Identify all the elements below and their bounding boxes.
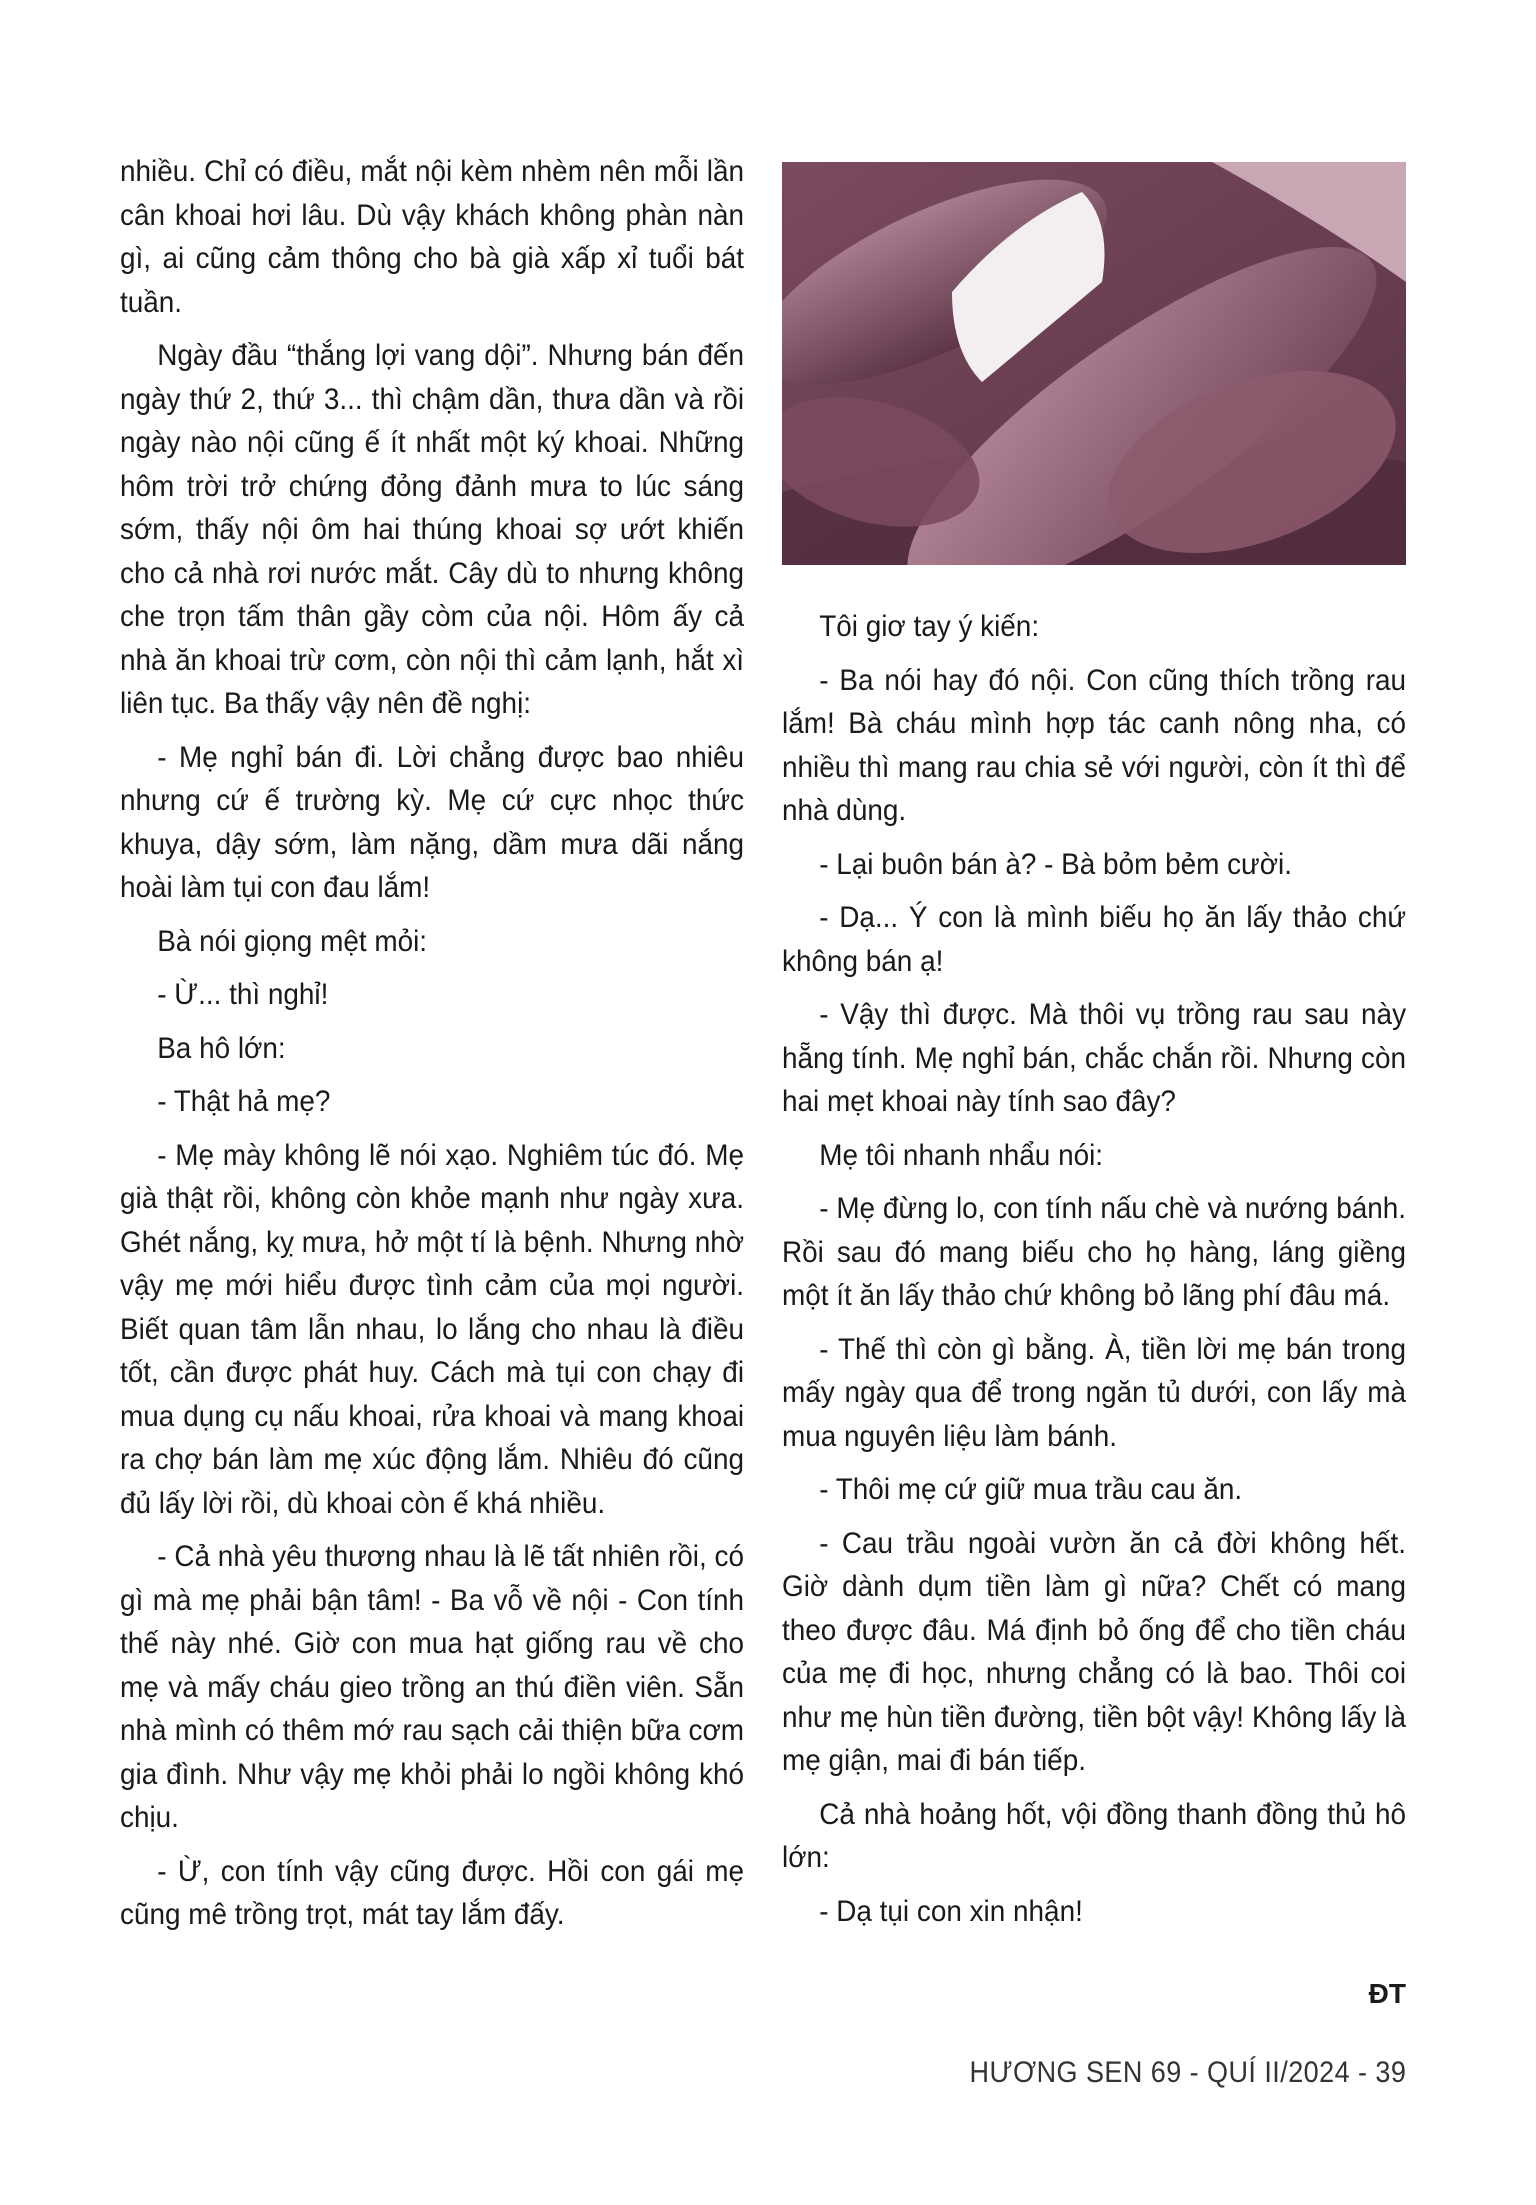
paragraph: - Thế thì còn gì bằng. À, tiền lời mẹ bán trong mấy ngày qua để trong ngăn tủ dưới, con lấy mà mua nguyên liệu làm bánh. (782, 1332, 1407, 1453)
paragraph: - Dạ tụi con xin nhận! (819, 1894, 1083, 1928)
paragraph: - Thật hả mẹ? (157, 1085, 331, 1118)
author-signature: ĐT (1368, 1978, 1406, 2009)
sweet-potato-photo (782, 162, 1406, 565)
paragraph: - Ừ... thì nghỉ! (157, 978, 329, 1011)
paragraph: Cả nhà hoảng hốt, vội đồng thanh đồng thủ hô lớn: (782, 1797, 1407, 1874)
paragraph: - Cau trầu ngoài vườn ăn cả đời không hết. Giờ dành dụm tiền làm gì nữa? Chết có mang theo được đâu. Má định bỏ ống để cho tiền cháu của mẹ đi học, nhưng chẳng có là bao. Thôi coi như mẹ hùn tiền đường, tiền bột vậy! Không lấy là mẹ giận, mai đi bán tiếp. (782, 1526, 1407, 1777)
paragraph: - Ba nói hay đó nội. Con cũng thích trồng rau lắm! Bà cháu mình hợp tác canh nông nha, có nhiều thì mang rau chia sẻ với người, còn ít thì để nhà dùng. (782, 663, 1407, 827)
paragraph: Ngày đầu “thắng lợi vang dội”. Nhưng bán đến ngày thứ 2, thứ 3... thì chậm dần, thưa dần và rồi ngày nào nội cũng ế ít nhất một ký khoai. Những hôm trời trở chứng đỏng đảnh mưa to lúc sáng sớm, thấy nội ôm hai thúng khoai sợ ướt khiến cho cả nhà rơi nước mắt. Cây dù to nhưng không che trọn tấm thân gầy còm của nội. Hôm ấy cả nhà ăn khoai trừ cơm, còn nội thì cảm lạnh, hắt xì liên tục. Ba thấy vậy nên đề nghị: (120, 339, 745, 720)
paragraph: - Mẹ mày không lẽ nói xạo. Nghiêm túc đó. Mẹ già thật rồi, không còn khỏe mạnh như ngày xưa. Ghét nắng, kỵ mưa, hở một tí là bệnh. Nhưng nhờ vậy mẹ mới hiểu được tình cảm của mọi người. Biết quan tâm lẫn nhau, lo lắng cho nhau là điều tốt, cần được phát huy. Cách mà tụi con chạy đi mua dụng cụ nấu khoai, rửa khoai và mang khoai ra chợ bán làm mẹ xúc động lắm. Nhiêu đó cũng đủ lấy lời rồi, dù khoai còn ế khá nhiều. (120, 1138, 745, 1520)
paragraph: - Vậy thì được. Mà thôi vụ trồng rau sau này hẵng tính. Mẹ nghỉ bán, chắc chắn rồi. Nhưng còn hai mẹt khoai này tính sao đây? (782, 998, 1407, 1118)
paragraph: nhiều. Chỉ có điều, mắt nội kèm nhèm nên mỗi lần cân khoai hơi lâu. Dù vậy khách không phàn nàn gì, ai cũng cảm thông cho bà già xấp xỉ tuổi bát tuần. (120, 155, 745, 319)
paragraph: - Mẹ đừng lo, con tính nấu chè và nướng bánh. Rồi sau đó mang biếu cho họ hàng, láng giềng một ít ăn lấy thảo chứ không bỏ lãng phí đâu má. (782, 1192, 1407, 1312)
right-column (782, 605, 1406, 1943)
paragraph: Tôi giơ tay ý kiến: (819, 610, 1040, 643)
paragraph: Bà nói giọng mệt mỏi: (157, 924, 428, 958)
paragraph: - Dạ... Ý con là mình biếu họ ăn lấy thảo chứ không bán ạ! (782, 901, 1407, 978)
paragraph: - Lại buôn bán à? - Bà bỏm bẻm cười. (819, 847, 1292, 881)
left-column (120, 150, 744, 1947)
paragraph: - Thôi mẹ cứ giữ mua trầu cau ăn. (819, 1473, 1243, 1506)
paragraph: - Cả nhà yêu thương nhau là lẽ tất nhiên rồi, có gì mà mẹ phải bận tâm! - Ba vỗ về nội - Con tính thế này nhé. Giờ con mua hạt giống rau về cho mẹ và mấy cháu gieo trồng an thú điền viên. Sẵn nhà mình có thêm mớ rau sạch cải thiện bữa cơm gia đình. Như vậy mẹ khỏi phải lo ngồi không khó chịu. (120, 1540, 745, 1834)
paragraph: - Mẹ nghỉ bán đi. Lời chẳng được bao nhiêu nhưng cứ ế trường kỳ. Mẹ cứ cực nhọc thức khuya, dậy sớm, làm nặng, dầm mưa dãi nắng hoài làm tụi con đau lắm! (120, 740, 745, 904)
page-footer: HƯƠNG SEN 69 - QUÍ II/2024 - 39 (969, 2056, 1406, 2089)
paragraph: Ba hô lớn: (157, 1031, 286, 1065)
paragraph: - Ừ, con tính vậy cũng được. Hồi con gái mẹ cũng mê trồng trọt, mát tay lắm đấy. (120, 1854, 745, 1931)
paragraph: Mẹ tôi nhanh nhẩu nói: (819, 1138, 1104, 1172)
